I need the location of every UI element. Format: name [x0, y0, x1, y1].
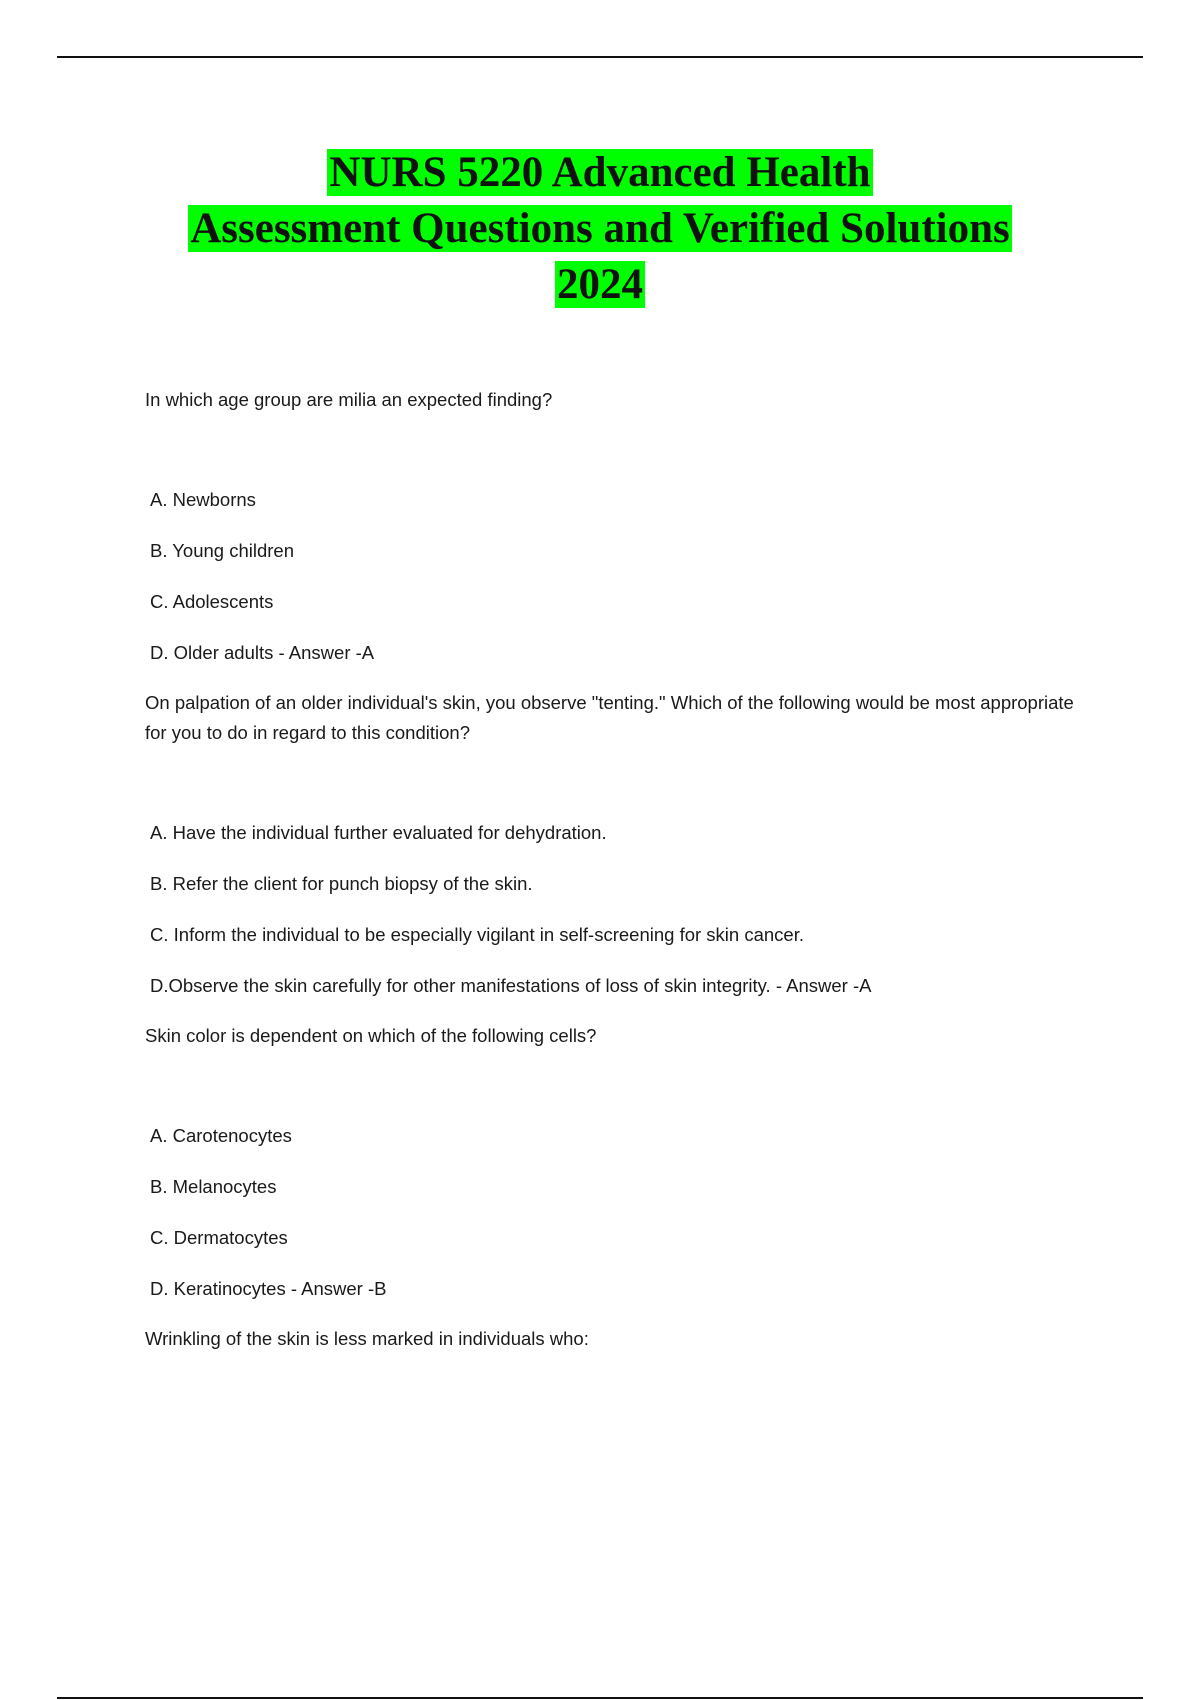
question-text: Skin color is dependent on which of the following cells?	[145, 1025, 597, 1046]
question-block-2	[145, 688, 1095, 1001]
answer-option: B. Melanocytes	[150, 1176, 277, 1197]
answer-option: B. Refer the client for punch biopsy of the skin.	[150, 873, 533, 894]
answer-option: C. Dermatocytes	[150, 1227, 288, 1248]
question-text: Wrinkling of the skin is less marked in individuals who:	[145, 1328, 589, 1349]
answer-option: A. Carotenocytes	[150, 1125, 292, 1146]
answer-options	[145, 485, 1095, 668]
title-line-1: NURS 5220 Advanced Health	[329, 149, 871, 196]
answer-option: C. Adolescents	[150, 591, 274, 612]
title-line-2: Assessment Questions and Verified Solutions	[190, 205, 1010, 252]
footer-rule	[57, 1697, 1143, 1699]
answer-option: C. Inform the individual to be especially vigilant in self-screening for skin cancer.	[150, 924, 804, 945]
question-block-3	[145, 1021, 1095, 1304]
question-block-1	[145, 385, 1095, 668]
answer-option: A. Newborns	[150, 489, 256, 510]
answer-options	[145, 818, 1095, 1001]
answer-option: D. Older adults - Answer -A	[150, 642, 375, 663]
answer-options	[145, 1121, 1095, 1304]
question-block-4	[145, 1324, 1095, 1354]
question-text: In which age group are milia an expected finding?	[145, 389, 553, 410]
answer-option: B. Young children	[150, 540, 295, 561]
document-title	[100, 145, 1100, 313]
question-text: On palpation of an older individual's skin, you observe "tenting." Which of the following would be most appropriate for you to do in regard to this condition?	[145, 692, 1074, 743]
question-list	[145, 385, 1095, 1354]
title-line-3: 2024	[557, 261, 643, 308]
header-rule	[57, 56, 1143, 58]
answer-option: D.Observe the skin carefully for other manifestations of loss of skin integrity. - Answer -A	[150, 975, 872, 996]
answer-option: D. Keratinocytes - Answer -B	[150, 1278, 387, 1299]
answer-option: A. Have the individual further evaluated for dehydration.	[150, 822, 607, 843]
